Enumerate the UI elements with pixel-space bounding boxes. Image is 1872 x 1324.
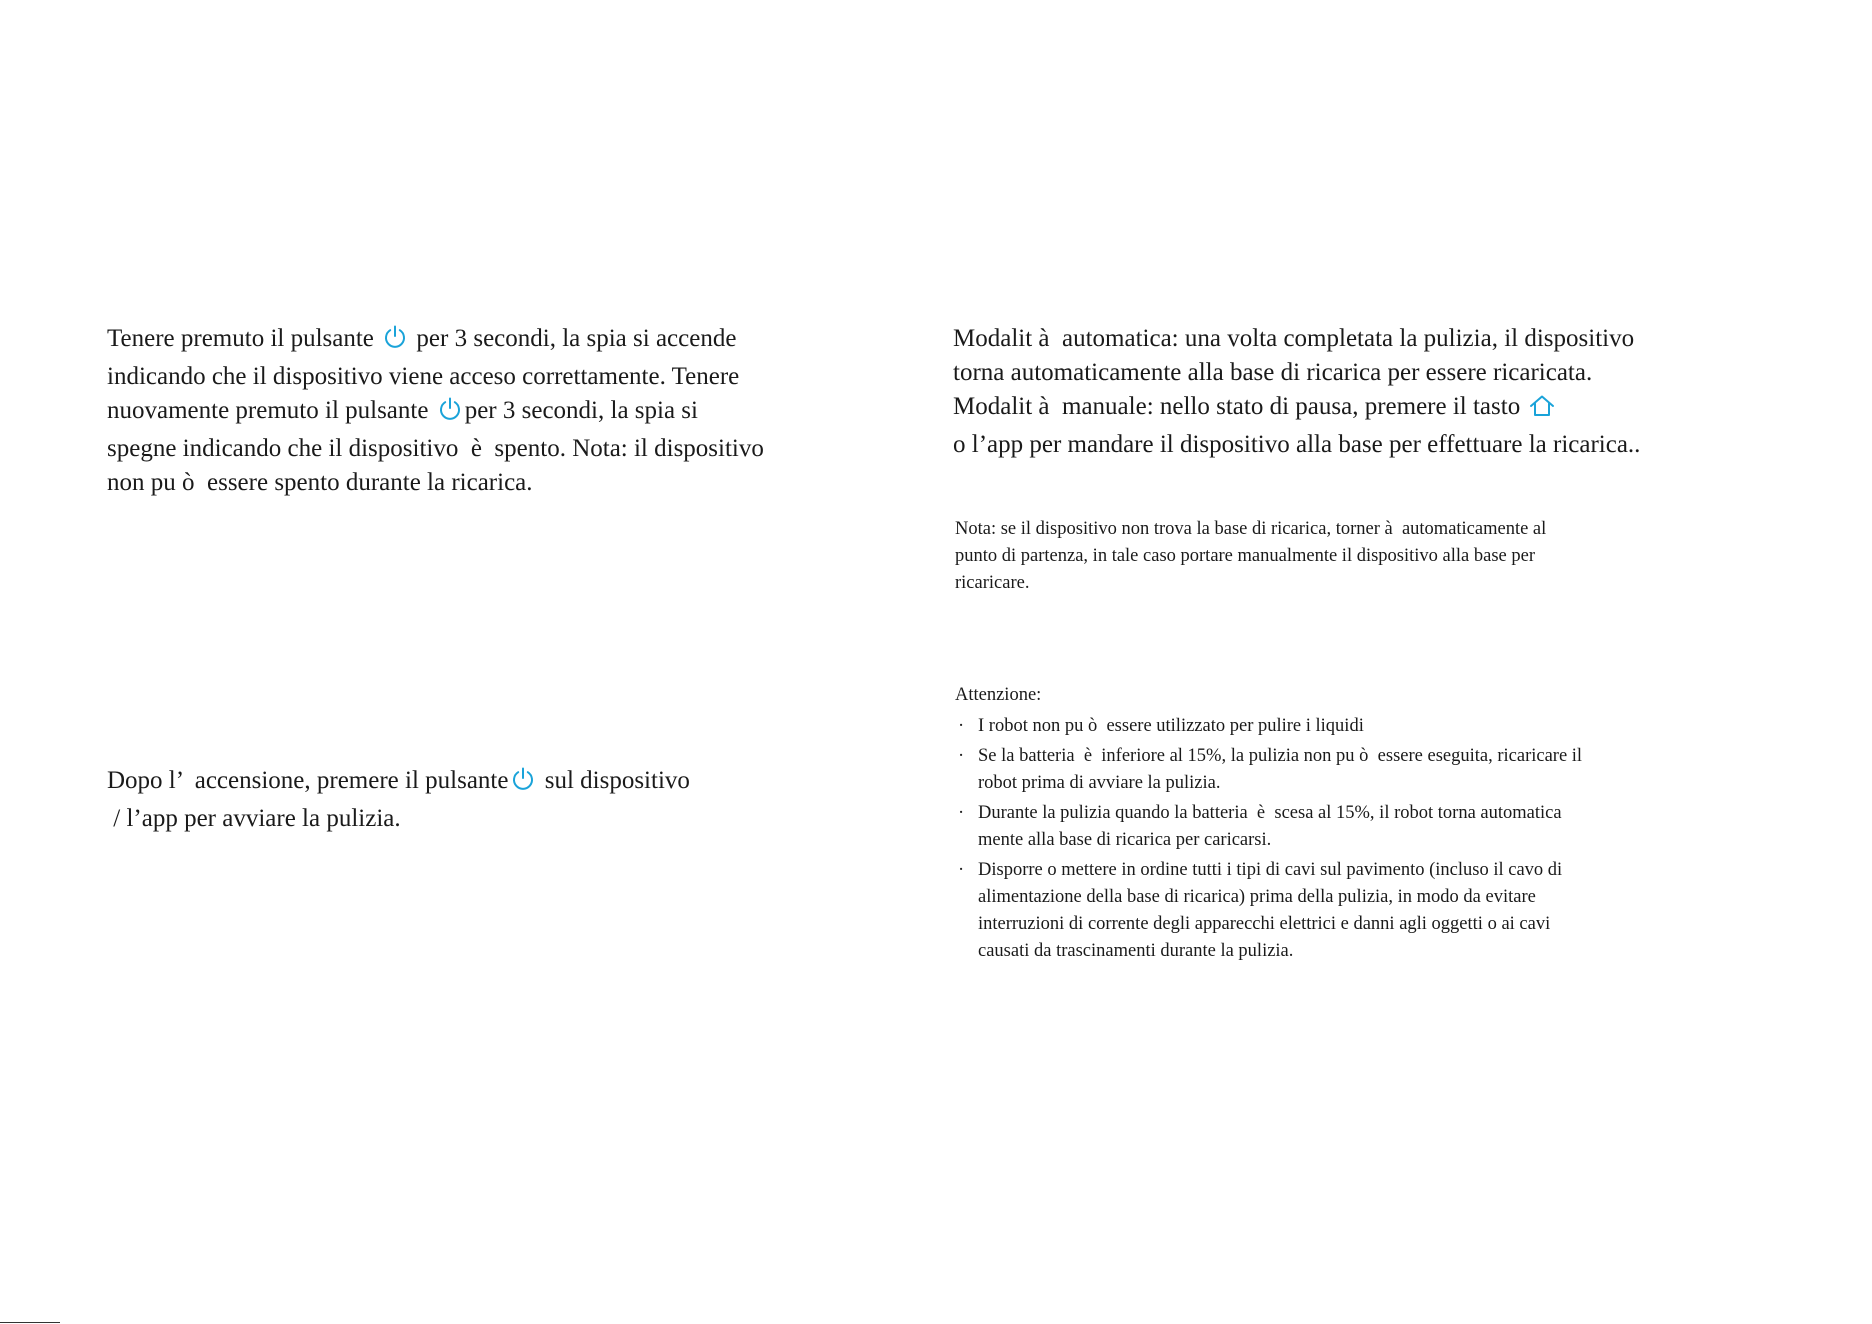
bullet-dot: · xyxy=(958,803,965,823)
text-line xyxy=(107,394,867,432)
warning-item-line: causati da trascinamenti durante la pulizia. xyxy=(978,941,1294,961)
home-icon xyxy=(1528,394,1556,428)
note-line: ricaricare. xyxy=(955,573,1030,593)
warning-title: Attenzione: xyxy=(955,685,1042,705)
power-instructions xyxy=(107,322,867,500)
text-line xyxy=(107,432,867,466)
warning-item-line: Se la batteria è inferiore al 15%, la pulizia non pu ò essere eseguita, ricaricare il xyxy=(978,746,1583,766)
warning-item-line: alimentazione della base di ricarica) prima della pulizia, in modo da evitare xyxy=(978,887,1536,907)
line-text: sul dispositivo xyxy=(538,767,690,794)
warning-item xyxy=(955,743,1715,797)
line-text: / l’app per avviare la pulizia. xyxy=(107,805,401,832)
power-icon xyxy=(510,766,536,802)
line-text: per 3 secondi, la spia si accende xyxy=(410,325,737,352)
power-icon xyxy=(382,324,408,360)
bullet-dot: · xyxy=(958,860,965,880)
text-line xyxy=(107,764,867,802)
footer-rule xyxy=(0,1322,60,1323)
text-line xyxy=(953,390,1753,428)
line-text: Modalit à automatica: una volta completata la pulizia, il dispositivo xyxy=(953,325,1635,352)
text-line xyxy=(107,322,867,360)
line-text: spegne indicando che il dispositivo è spento. Nota: il dispositivo xyxy=(107,435,764,462)
line-text: Tenere premuto il pulsante xyxy=(107,325,381,352)
warning-item-line: mente alla base di ricarica per caricarsi. xyxy=(978,830,1272,850)
text-line xyxy=(953,322,1753,356)
warning-item-line: Durante la pulizia quando la batteria è scesa al 15%, il robot torna automatica xyxy=(978,803,1562,823)
warning-list xyxy=(955,713,1715,965)
warning-item-line: robot prima di avviare la pulizia. xyxy=(978,773,1221,793)
warning-item-line: I robot non pu ò essere utilizzato per pulire i liquidi xyxy=(978,716,1364,736)
bullet-dot: · xyxy=(958,716,965,736)
line-text: Dopo l’ accensione, premere il pulsante xyxy=(107,767,509,794)
charging-modes-instructions xyxy=(953,322,1753,462)
warning-item-line: interruzioni di corrente degli apparecchi elettrici e danni agli oggetti o ai cavi xyxy=(978,914,1551,934)
line-text: Modalit à manuale: nello stato di pausa, premere il tasto xyxy=(953,393,1527,420)
note-line: Nota: se il dispositivo non trova la base di ricarica, torner à automaticamente al xyxy=(955,519,1547,539)
power-icon xyxy=(437,396,463,432)
text-line xyxy=(953,428,1753,462)
text-line xyxy=(107,466,867,500)
line-text: per 3 secondi, la spia si xyxy=(464,397,698,424)
warning-section xyxy=(955,682,1715,968)
charging-note xyxy=(955,516,1715,597)
bullet-dot: · xyxy=(958,746,965,766)
text-line xyxy=(953,356,1753,390)
text-line xyxy=(107,360,867,394)
text-line xyxy=(107,802,867,836)
warning-item xyxy=(955,857,1715,965)
line-text: non pu ò essere spento durante la ricarica. xyxy=(107,469,533,496)
warning-item-line: Disporre o mettere in ordine tutti i tipi di cavi sul pavimento (incluso il cavo di xyxy=(978,860,1563,880)
start-cleaning-instructions xyxy=(107,764,867,836)
note-line: punto di partenza, in tale caso portare manualmente il dispositivo alla base per xyxy=(955,546,1535,566)
line-text: indicando che il dispositivo viene acceso correttamente. Tenere xyxy=(107,363,740,390)
warning-item xyxy=(955,713,1715,740)
line-text: torna automaticamente alla base di ricarica per essere ricaricata. xyxy=(953,359,1593,386)
line-text: o l’app per mandare il dispositivo alla base per effettuare la ricarica.. xyxy=(953,431,1641,458)
warning-item xyxy=(955,800,1715,854)
line-text: nuovamente premuto il pulsante xyxy=(107,397,435,424)
